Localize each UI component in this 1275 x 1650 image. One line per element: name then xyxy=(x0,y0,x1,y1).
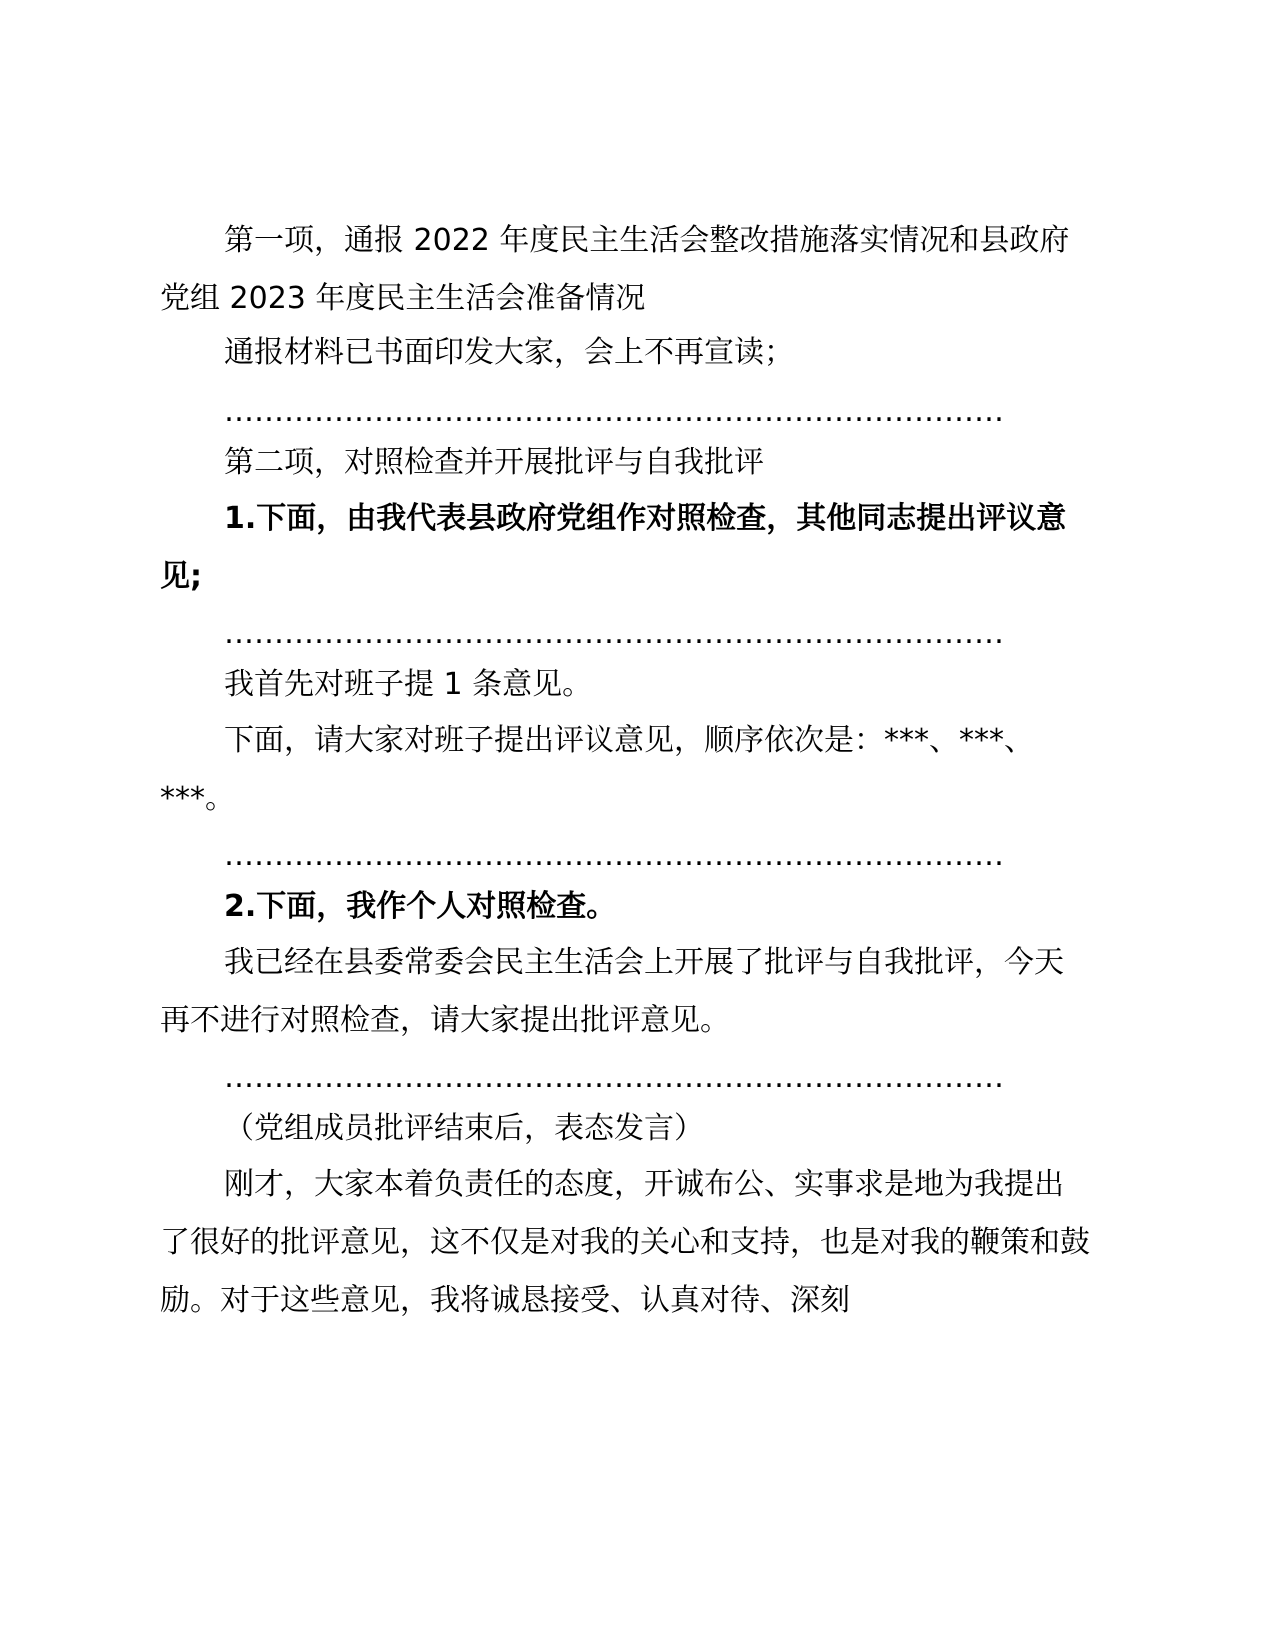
paragraph-item-two: 第二项，对照检查并开展批评与自我批评 xyxy=(224,445,764,480)
separator-dots: …………………………………………………………………… xyxy=(224,616,1004,651)
paragraph-stage-note: （党组成员批评结束后，表态发言） xyxy=(224,1111,704,1146)
paragraph-personal-review: 2.下面，我作个人对照检查。 xyxy=(224,889,617,924)
paragraph-group-review: 1.下面，由我代表县政府党组作对照检查，其他同志提出评议意见; xyxy=(160,501,1067,594)
paragraph-first-opinion: 我首先对班子提 1 条意见。 xyxy=(224,667,593,702)
separator-dots: …………………………………………………………………… xyxy=(224,838,1004,873)
paragraph-item-one: 第一项，通报 2022 年度民主生活会整改措施落实情况和县政府党组 2023 年度民主生活会准备情况 xyxy=(160,223,1070,316)
paragraph-speaking-order: 下面，请大家对班子提出评议意见，顺序依次是：***、***、***。 xyxy=(160,723,1034,816)
separator-dots: …………………………………………………………………… xyxy=(224,394,1004,429)
paragraph-report-note: 通报材料已书面印发大家，会上不再宣读； xyxy=(224,335,794,370)
separator-dots: …………………………………………………………………… xyxy=(224,1060,1004,1095)
paragraph-personal-statement: 我已经在县委常委会民主生活会上开展了批评与自我批评，今天再不进行对照检查，请大家提出批评意见。 xyxy=(160,945,1064,1038)
paragraph-response: 刚才，大家本着负责任的态度，开诚布公、实事求是地为我提出了很好的批评意见，这不仅是对我的关心和支持，也是对我的鞭策和鼓励。对于这些意见，我将诚恳接受、认真对待、深刻 xyxy=(160,1167,1090,1318)
